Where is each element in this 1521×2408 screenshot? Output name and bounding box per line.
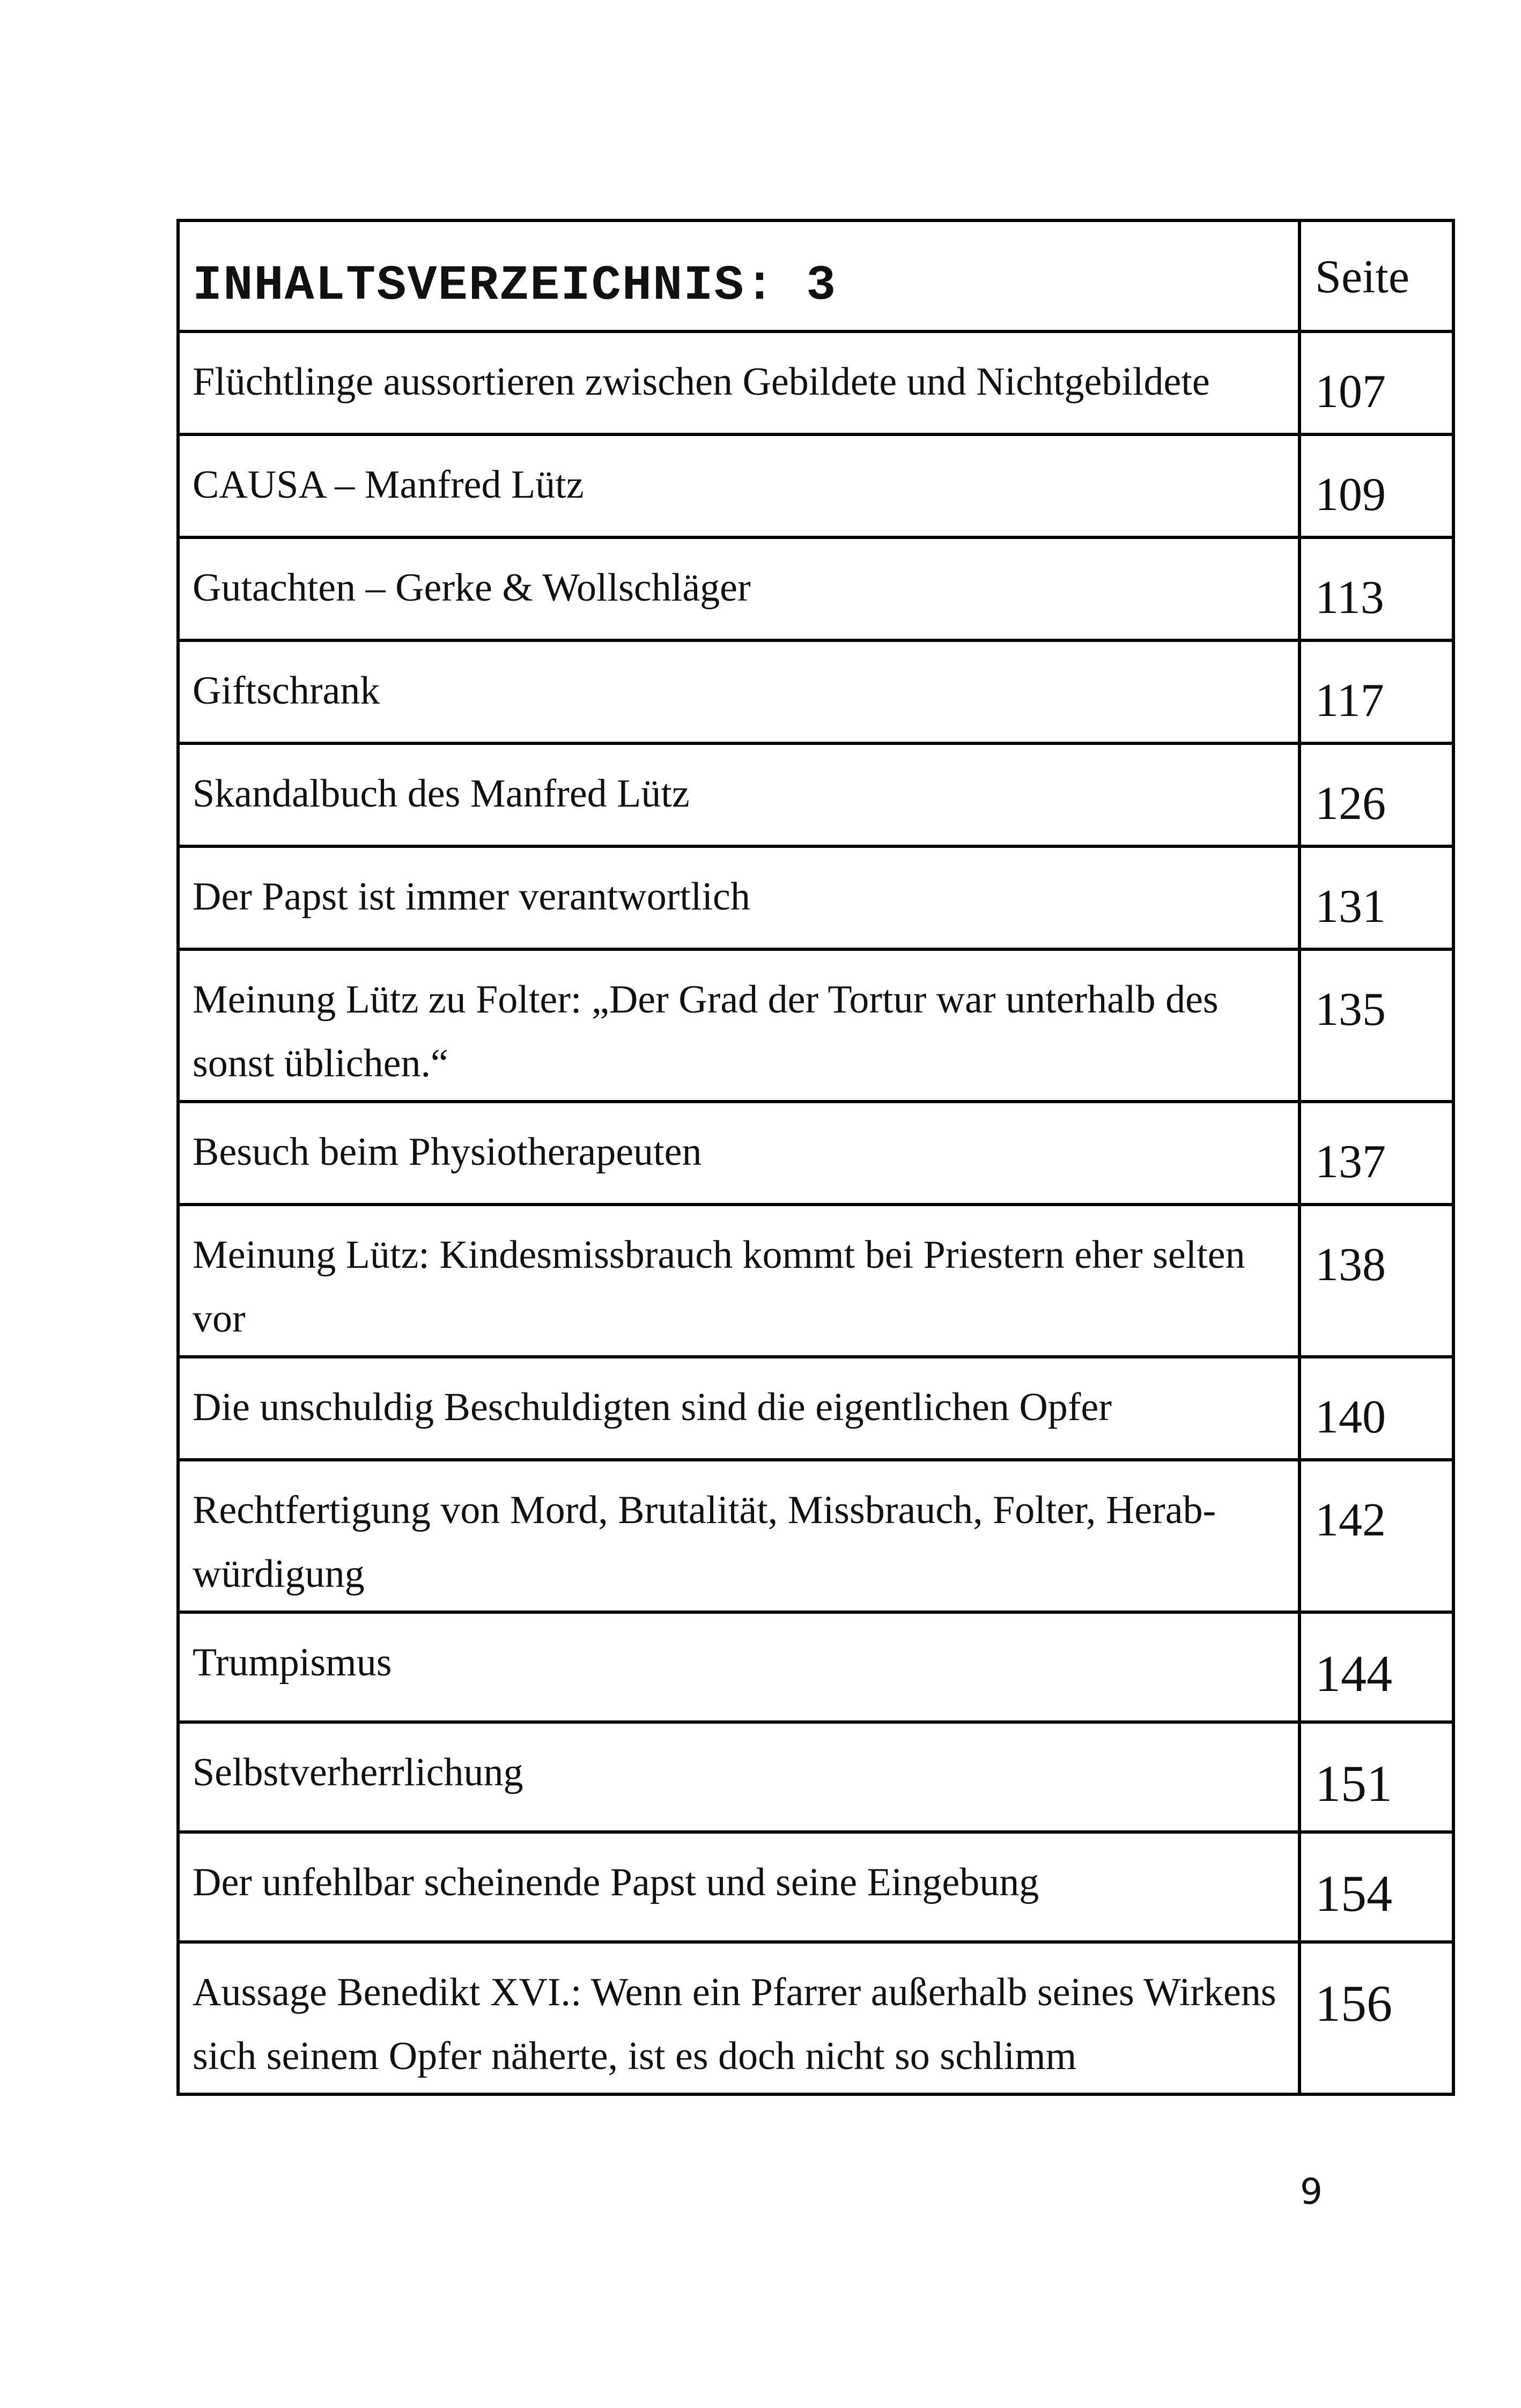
toc-row [178,846,1453,949]
toc-row [178,949,1453,1102]
toc-entry-title: Aussage Benedikt XVI.: Wenn ein Pfarrer außerhalb seines Wirkens sich seinem Opfer näherte, ist es doch nicht so schlimm [193,1970,1276,2078]
toc-entry-page-cell [1300,1832,1453,1942]
toc-entry-title-cell [178,434,1300,537]
toc-entry-page-cell [1300,1942,1453,2094]
toc-entry-page: 140 [1315,1391,1386,1443]
toc-entry-title-cell [178,537,1300,640]
toc-entry-page-cell [1300,1722,1453,1832]
toc-row [178,434,1453,537]
toc-row [178,1942,1453,2094]
toc-row [178,743,1453,846]
toc-entry-title-cell [178,1832,1300,1942]
toc-row [178,1612,1453,1722]
toc-entry-page: 131 [1315,881,1386,933]
toc-entry-title-cell [178,1460,1300,1612]
toc-header-page-cell [1300,220,1453,331]
toc-entry-page: 151 [1315,1755,1392,1812]
toc-row [178,1722,1453,1832]
toc-entry-page-cell [1300,1612,1453,1722]
toc-entry-page: 142 [1315,1494,1386,1546]
toc-entry-page: 135 [1315,984,1386,1036]
toc-entry-title: Besuch beim Physiotherapeuten [193,1130,702,1174]
toc-entry-title-cell [178,743,1300,846]
toc-entry-title-cell [178,949,1300,1102]
page-column-label: Seite [1315,251,1409,303]
toc-entry-page-cell [1300,846,1453,949]
toc-entry-page: 117 [1315,675,1384,727]
toc-entry-title-cell [178,1942,1300,2094]
toc-entry-title-cell [178,1722,1300,1832]
toc-entry-page: 144 [1315,1645,1392,1702]
toc-entry-page-cell [1300,1357,1453,1460]
toc-entry-page-cell [1300,537,1453,640]
toc-entry-page: 154 [1315,1865,1392,1922]
toc-entry-title: Der Papst ist immer verantwortlich [193,875,750,919]
toc-row [178,1357,1453,1460]
toc-entry-title-cell [178,846,1300,949]
toc-row [178,537,1453,640]
toc-entry-page-cell [1300,743,1453,846]
toc-entry-page: 137 [1315,1136,1386,1188]
toc-row [178,1205,1453,1357]
toc-entry-title-cell [178,1102,1300,1205]
toc-entry-title-cell [178,1612,1300,1722]
toc-entry-page-cell [1300,1102,1453,1205]
toc-entry-page-cell [1300,949,1453,1102]
toc-entry-title: CAUSA – Manfred Lütz [193,463,584,507]
toc-row [178,331,1453,434]
toc-row [178,1102,1453,1205]
toc-entry-title: Gutachten – Gerke & Wollschläger [193,566,751,610]
toc-entry-title: Meinung Lütz zu Folter: „Der Grad der Tortur war unterhalb des sonst üblichen.“ [193,978,1219,1085]
toc-row [178,1832,1453,1942]
toc-entry-title: Skandalbuch des Manfred Lütz [193,772,690,816]
toc-entry-page: 138 [1315,1239,1386,1291]
toc-entry-title: Trumpismus [193,1641,392,1685]
toc-entry-title: Flüchtlinge aussortieren zwischen Gebildete und Nichtgebildete [193,360,1210,404]
toc-entry-title: Giftschrank [193,669,380,713]
toc-entry-title-cell [178,1205,1300,1357]
toc-entry-title: Der unfehlbar scheinende Papst und seine Eingebung [193,1860,1039,1904]
toc-entry-page-cell [1300,331,1453,434]
toc-header-title-cell [178,220,1300,331]
toc-heading: INHALTSVERZEICHNIS: 3 [193,257,837,314]
toc-entry-page: 107 [1315,366,1386,418]
toc-entry-title: Selbstverherrlichung [193,1750,523,1794]
toc-entry-page: 113 [1315,572,1384,624]
toc-row [178,1460,1453,1612]
toc-header-row [178,220,1453,331]
toc-entry-title-cell [178,331,1300,434]
toc-entry-page-cell [1300,640,1453,743]
toc-entry-page-cell [1300,1460,1453,1612]
table-of-contents [176,219,1455,2096]
toc-entry-page: 126 [1315,778,1386,830]
toc-entry-page-cell [1300,1205,1453,1357]
page-number: 9 [1300,2171,1323,2212]
toc-entry-title: Die unschuldig Beschuldigten sind die eigentlichen Opfer [193,1385,1112,1429]
toc-entry-page: 109 [1315,469,1386,521]
toc-entry-page: 156 [1315,1975,1392,2032]
toc-entry-title-cell [178,1357,1300,1460]
toc-row [178,640,1453,743]
toc-entry-title: Meinung Lütz: Kindesmissbrauch kommt bei Priestern eher selten vor [193,1233,1245,1341]
toc-entry-title-cell [178,640,1300,743]
toc-entry-title: Rechtfertigung von Mord, Brutalität, Missbrauch, Folter, Herab-würdigung [193,1488,1216,1596]
toc-entry-page-cell [1300,434,1453,537]
